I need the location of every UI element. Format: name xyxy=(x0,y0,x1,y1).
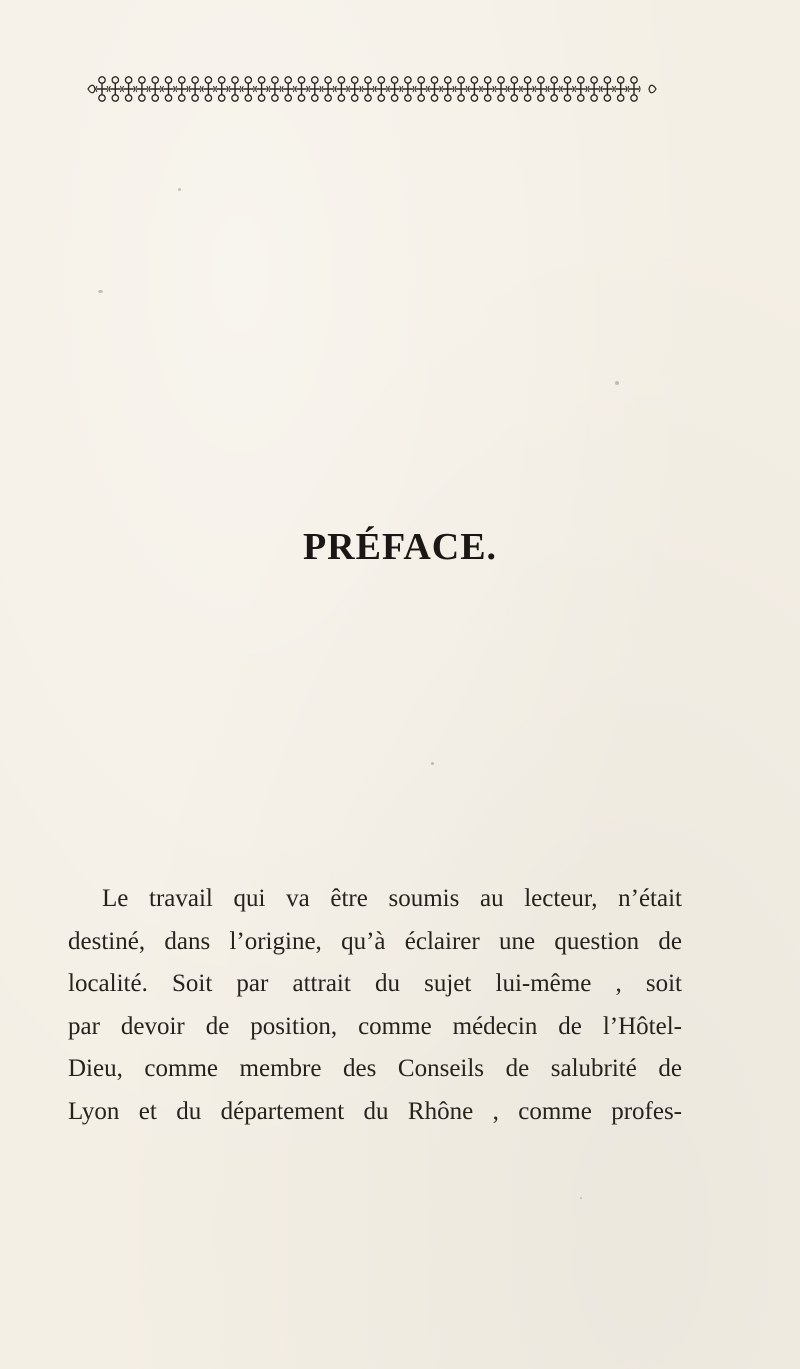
decorative-ornament-band xyxy=(86,72,658,106)
ornament-fleuron xyxy=(349,77,361,101)
ornament-fleuron xyxy=(202,77,214,101)
ornament-fleuron xyxy=(269,77,281,101)
ornament-fleuron xyxy=(429,77,441,101)
ornament-fleuron xyxy=(335,77,347,101)
ornament-fleuron xyxy=(468,77,480,101)
paragraph-line: Le travail qui va être soumis au lecteur, n’était xyxy=(102,885,682,912)
ornament-fleuron xyxy=(628,77,640,101)
ornament-fleuron xyxy=(522,77,534,101)
paper-speck xyxy=(431,762,434,765)
ornament-fleuron xyxy=(455,77,467,101)
ornament-fleuron xyxy=(562,77,574,101)
paragraph-line: Lyon et du département du Rhône , comme profes- xyxy=(68,1097,682,1125)
ornament-fleuron xyxy=(176,77,188,101)
ornament-fleuron xyxy=(508,77,520,101)
ornament-fleuron xyxy=(256,77,268,101)
ornament-fleuron xyxy=(96,77,108,101)
paragraph-line: Dieu, comme membre des Conseils de salubrité de xyxy=(68,1055,682,1082)
ornament-fleuron xyxy=(322,77,334,101)
paper-speck xyxy=(178,188,181,191)
ornament-icon xyxy=(86,72,658,106)
paper-speck xyxy=(580,1197,582,1199)
paragraph-line: localité. Soit par attrait du sujet lui-même , soit xyxy=(68,970,682,997)
ornament-fleuron xyxy=(309,77,321,101)
ornament-fleuron xyxy=(109,77,121,101)
ornament-fleuron xyxy=(442,77,454,101)
ornament-fleuron xyxy=(229,77,241,101)
paper-speck xyxy=(98,290,103,293)
paragraph-line: destiné, dans l’origine, qu’à éclairer une question de xyxy=(68,927,682,955)
ornament-fleuron xyxy=(136,77,148,101)
ornament-fleuron xyxy=(575,77,587,101)
ornament-fleuron xyxy=(415,77,427,101)
ornament-end-cap xyxy=(88,85,95,93)
ornament-fleuron xyxy=(548,77,560,101)
ornament-fleuron xyxy=(282,77,294,101)
ornament-fleuron xyxy=(375,77,387,101)
ornament-fleuron xyxy=(601,77,613,101)
ornament-fleuron xyxy=(389,77,401,101)
ornament-fleuron xyxy=(189,77,201,101)
ornament-fleuron xyxy=(615,77,627,101)
paper-speck xyxy=(615,381,619,385)
ornament-fleuron xyxy=(163,77,175,101)
ornament-fleuron xyxy=(216,77,228,101)
ornament-fleuron xyxy=(588,77,600,101)
ornament-fleuron xyxy=(149,77,161,101)
preface-paragraph xyxy=(68,878,682,1133)
ornament-fleuron xyxy=(482,77,494,101)
ornament-end-cap xyxy=(649,85,656,93)
ornament-fleuron xyxy=(535,77,547,101)
ornament-fleuron xyxy=(402,77,414,101)
ornament-fleuron xyxy=(362,77,374,101)
ornament-fleuron xyxy=(495,77,507,101)
page-title: PRÉFACE. xyxy=(302,526,498,568)
ornament-fleuron xyxy=(296,77,308,101)
paragraph-line: par devoir de position, comme médecin de l’Hôtel- xyxy=(68,1012,682,1040)
ornament-fleuron xyxy=(242,77,254,101)
ornament-fleuron xyxy=(123,77,135,101)
